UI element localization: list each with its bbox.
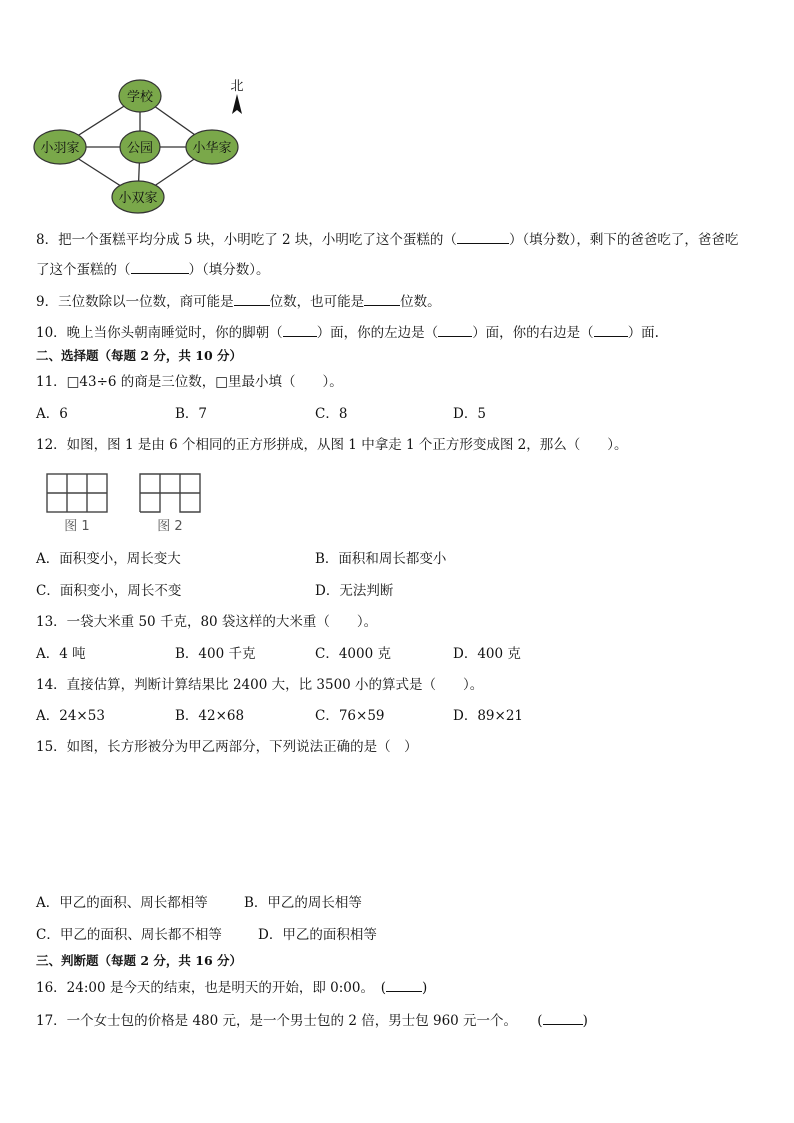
q8-text-b: ）（填分数），剩下的爸爸吃了，爸爸吃 bbox=[508, 232, 739, 248]
q9-text-a: 9．三位数除以一位数，商可能是 bbox=[36, 294, 234, 310]
section-2-heading: 二、选择题（每题 2 分，共 10 分） bbox=[36, 348, 243, 363]
q14-option-a[interactable]: A．24×53 bbox=[36, 708, 105, 724]
q12-figure-1 bbox=[47, 474, 107, 512]
q10-line bbox=[36, 322, 659, 342]
q12-option-a[interactable]: A．面积变小，周长变大 bbox=[36, 551, 181, 567]
q15-option-b[interactable]: B．甲乙的周长相等 bbox=[244, 895, 362, 911]
q15-stem: 15．如图，长方形被分为甲乙两部分，下列说法正确的是（ ） bbox=[36, 739, 418, 755]
q10-blank-2[interactable] bbox=[438, 322, 472, 337]
q12-stem: 12．如图，图 1 是由 6 个相同的正方形拼成，从图 1 中拿走 1 个正方形变成图 2，那么（ ）。 bbox=[36, 437, 628, 453]
q17-blank[interactable] bbox=[543, 1010, 583, 1025]
q15-option-d[interactable]: D．甲乙的面积相等 bbox=[258, 927, 377, 943]
map-label-xiaohua-home: 小华家 bbox=[192, 141, 232, 156]
q13-option-b[interactable]: B．400 千克 bbox=[175, 646, 256, 662]
q9-blank-2[interactable] bbox=[364, 291, 400, 306]
q17-line bbox=[36, 1010, 588, 1030]
section-3-heading: 三、判断题（每题 2 分，共 16 分） bbox=[36, 953, 243, 968]
q16-blank[interactable] bbox=[386, 977, 422, 992]
q8-text-c: 了这个蛋糕的（ bbox=[36, 262, 131, 278]
q8-line1 bbox=[36, 229, 738, 249]
q8-line2 bbox=[36, 259, 270, 279]
q13-option-a[interactable]: A．4 吨 bbox=[36, 646, 86, 662]
q9-text-b: 位数，也可能是 bbox=[269, 294, 365, 310]
q14-stem: 14．直接估算，判断计算结果比 2400 大，比 3500 小的算式是（ ）。 bbox=[36, 677, 484, 693]
q10-text-b: ）面，你的左边是（ bbox=[316, 325, 439, 341]
q9-line bbox=[36, 291, 441, 311]
q8-blank-2[interactable] bbox=[131, 259, 189, 274]
q16-end: ) bbox=[422, 980, 428, 996]
q11-option-c[interactable]: C．8 bbox=[315, 406, 348, 422]
map-label-xiaoshuang-home: 小双家 bbox=[118, 191, 158, 206]
q8-text-a: 8．把一个蛋糕平均分成 5 块，小明吃了 2 块，小明吃了这个蛋糕的（ bbox=[36, 232, 457, 248]
q11-option-b[interactable]: B．7 bbox=[175, 406, 208, 422]
q12-fig1-label: 图 1 bbox=[64, 519, 90, 534]
north-label: 北 bbox=[230, 79, 244, 94]
q17-end: ) bbox=[582, 1013, 588, 1029]
map-label-park: 公园 bbox=[126, 141, 154, 156]
q12-fig2-label: 图 2 bbox=[157, 519, 183, 534]
q13-option-d[interactable]: D．400 克 bbox=[453, 646, 521, 662]
q16-stem: 16．24:00 是今天的结束，也是明天的开始，即 0:00。 ( bbox=[36, 980, 386, 996]
q17-stem: 17．一个女士包的价格是 480 元，是一个男士包的 2 倍，男士包 960 元一个。 ( bbox=[36, 1013, 543, 1029]
q11-option-a[interactable]: A．6 bbox=[36, 406, 68, 422]
q11-stem: 11．□43÷6 的商是三位数，□里最小填（ ）。 bbox=[36, 374, 343, 390]
q12-option-d[interactable]: D．无法判断 bbox=[315, 583, 394, 599]
q12-option-c[interactable]: C．面积变小，周长不变 bbox=[36, 583, 182, 599]
map-figure bbox=[30, 74, 260, 214]
q10-blank-1[interactable] bbox=[283, 322, 317, 337]
q14-option-c[interactable]: C．76×59 bbox=[315, 708, 385, 724]
q10-text-d: ）面. bbox=[627, 325, 659, 341]
north-arrow-icon bbox=[232, 94, 242, 114]
q9-text-c: 位数。 bbox=[400, 294, 441, 310]
q14-option-d[interactable]: D．89×21 bbox=[453, 708, 523, 724]
q15-option-a[interactable]: A．甲乙的面积、周长都相等 bbox=[36, 895, 208, 911]
q9-blank-1[interactable] bbox=[234, 291, 270, 306]
map-label-xiaoyu-home: 小羽家 bbox=[40, 141, 80, 156]
map-label-school: 学校 bbox=[126, 90, 154, 105]
q10-text-c: ）面，你的右边是（ bbox=[472, 325, 594, 341]
q10-text-a: 10．晚上当你头朝南睡觉时，你的脚朝（ bbox=[36, 325, 283, 341]
q15-option-c[interactable]: C．甲乙的面积、周长都不相等 bbox=[36, 927, 222, 943]
q16-line bbox=[36, 977, 427, 997]
q12-figure-2 bbox=[140, 474, 200, 512]
q11-option-d[interactable]: D．5 bbox=[453, 406, 486, 422]
q12-option-b[interactable]: B．面积和周长都变小 bbox=[315, 551, 447, 567]
q8-blank-1[interactable] bbox=[457, 229, 509, 244]
q14-option-b[interactable]: B．42×68 bbox=[175, 708, 245, 724]
q8-text-d: ）（填分数）。 bbox=[188, 262, 270, 278]
q12-figure bbox=[36, 464, 216, 540]
q13-stem: 13．一袋大米重 50 千克，80 袋这样的大米重（ ）。 bbox=[36, 614, 378, 630]
q13-option-c[interactable]: C．4000 克 bbox=[315, 646, 391, 662]
q10-blank-3[interactable] bbox=[594, 322, 628, 337]
